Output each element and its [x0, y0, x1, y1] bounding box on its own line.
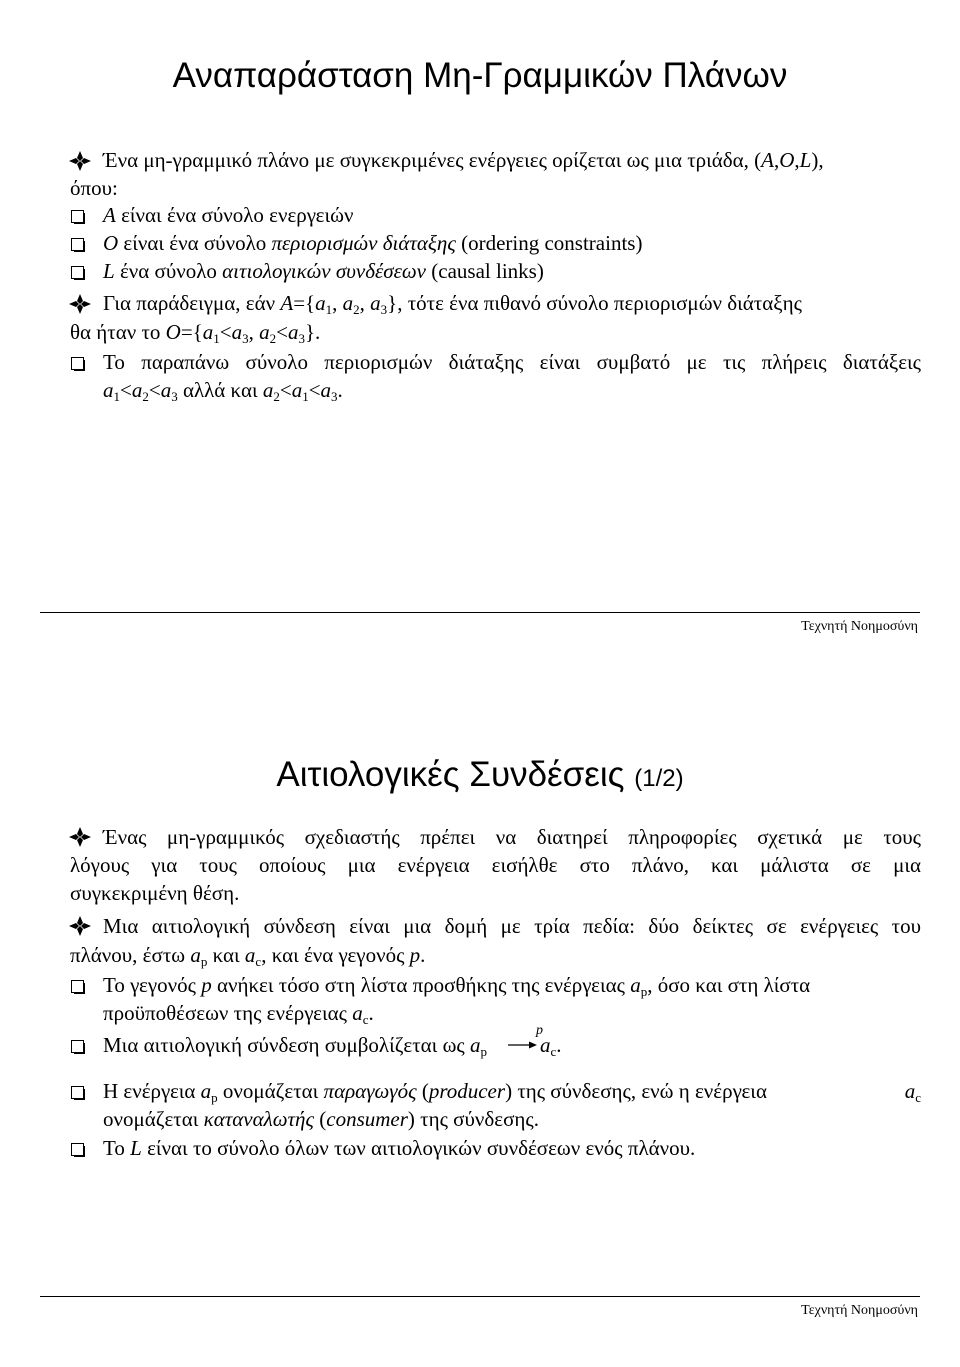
- sub-fact-lists-cont: προϋποθέσεων της ενέργειας $a_c$.: [103, 1001, 374, 1027]
- checkbox-bullet-icon: [71, 357, 84, 370]
- bullet-nonlinear-planner-l3: συγκεκριμένη θέση.: [70, 881, 240, 905]
- sub-producer-consumer-cont: ονομάζεται καταναλωτής (consumer) της σύνδεσης.: [103, 1107, 539, 1131]
- checkbox-bullet-icon: [71, 980, 84, 993]
- footer-course: Τεχνητή Νοημοσύνη: [801, 1303, 918, 1318]
- sub-actions-set: A είναι ένα σύνολο ενεργειών: [103, 203, 354, 227]
- slide-2: [0, 683, 960, 1367]
- sub-producer-consumer: Η ενέργεια $a_p$ ονομάζεται παραγωγός (producer) της σύνδεσης, ενώ η ενέργεια $a_c$: [103, 1079, 921, 1105]
- sub-causal-links: L ένα σύνολο αιτιολογικών συνδέσεων (causal links): [103, 259, 544, 283]
- checkbox-bullet-icon: [71, 266, 84, 279]
- footer-divider: [40, 612, 920, 613]
- bullet-plan-definition-cont: όπου:: [70, 176, 118, 200]
- sub-causal-link-notation: Μια αιτιολογική σύνδεση συμβολίζεται ως $a_p$: [103, 1033, 487, 1059]
- bullet-nonlinear-planner-l2: λόγους για τους οποίους μια ενέργεια εισήλθε στο πλάνο, και μάλιστα σε μια: [70, 853, 921, 877]
- checkbox-bullet-icon: [71, 1040, 84, 1053]
- slide-1: [0, 0, 960, 683]
- sub-compatible-orderings: Το παραπάνω σύνολο περιορισμών διάταξης είναι συμβατό με τις πλήρεις διατάξεις: [103, 350, 921, 374]
- diamond-bullet-icon: [68, 915, 92, 937]
- slide-1-title: Αναπαράσταση Μη-Γραμμικών Πλάνων: [172, 56, 788, 95]
- checkbox-bullet-icon: [71, 238, 84, 251]
- sub-fact-lists: Το γεγονός p ανήκει τόσο στη λίστα προσθήκης της ενέργειας $a_p$, όσο και στη λίστα: [103, 973, 811, 999]
- arrow-label: p: [536, 1023, 543, 1038]
- checkbox-bullet-icon: [71, 210, 84, 223]
- diamond-bullet-icon: [68, 826, 92, 848]
- bullet-nonlinear-planner: Ένας μη-γραμμικός σχεδιαστής πρέπει να διατηρεί πληροφορίες σχετικά με τους: [103, 825, 921, 849]
- footer-course: Τεχνητή Νοημοσύνη: [801, 619, 918, 634]
- bullet-plan-definition: Ένα μη-γραμμικό πλάνο με συγκεκριμένες ενέργειες ορίζεται ως μια τριάδα, (A,O,L),: [103, 148, 824, 172]
- bullet-causal-link-structure: Μια αιτιολογική σύνδεση είναι μια δομή με τρία πεδία: δύο δείκτες σε ενέργειες του: [103, 914, 921, 938]
- slide-2-title: Αιτιολογικές Συνδέσεις (1/2): [276, 755, 684, 794]
- sub-compatible-orderings-cont: $a_1<a_2<a_3$ αλλά και $a_2<a_1<a_3$.: [103, 378, 343, 404]
- checkbox-bullet-icon: [71, 1143, 84, 1156]
- arrow-target: $a_c$.: [540, 1033, 562, 1059]
- bullet-example: Για παράδειγμα, εάν $A=\{a_1$, $a_2$, $a_3$}, τότε ένα πιθανό σύνολο περιορισμών διάταξης: [103, 291, 802, 317]
- footer-divider: [40, 1296, 920, 1297]
- sub-ordering-constraints: O είναι ένα σύνολο περιορισμών διάταξης (ordering constraints): [103, 231, 643, 255]
- checkbox-bullet-icon: [71, 1086, 84, 1099]
- bullet-causal-link-structure-l2: πλάνου, έστω $a_p$ και $a_c$, και ένα γεγονός p.: [70, 943, 426, 969]
- bullet-example-cont: θα ήταν το $O=\{a_1<a_3$, $a_2<a_3$}.: [70, 320, 321, 346]
- right-arrow-icon: [508, 1026, 538, 1056]
- diamond-bullet-icon: [68, 293, 92, 315]
- sub-causal-link-set: Το L είναι το σύνολο όλων των αιτιολογικών συνδέσεων ενός πλάνου.: [103, 1136, 696, 1160]
- diamond-bullet-icon: [68, 150, 92, 172]
